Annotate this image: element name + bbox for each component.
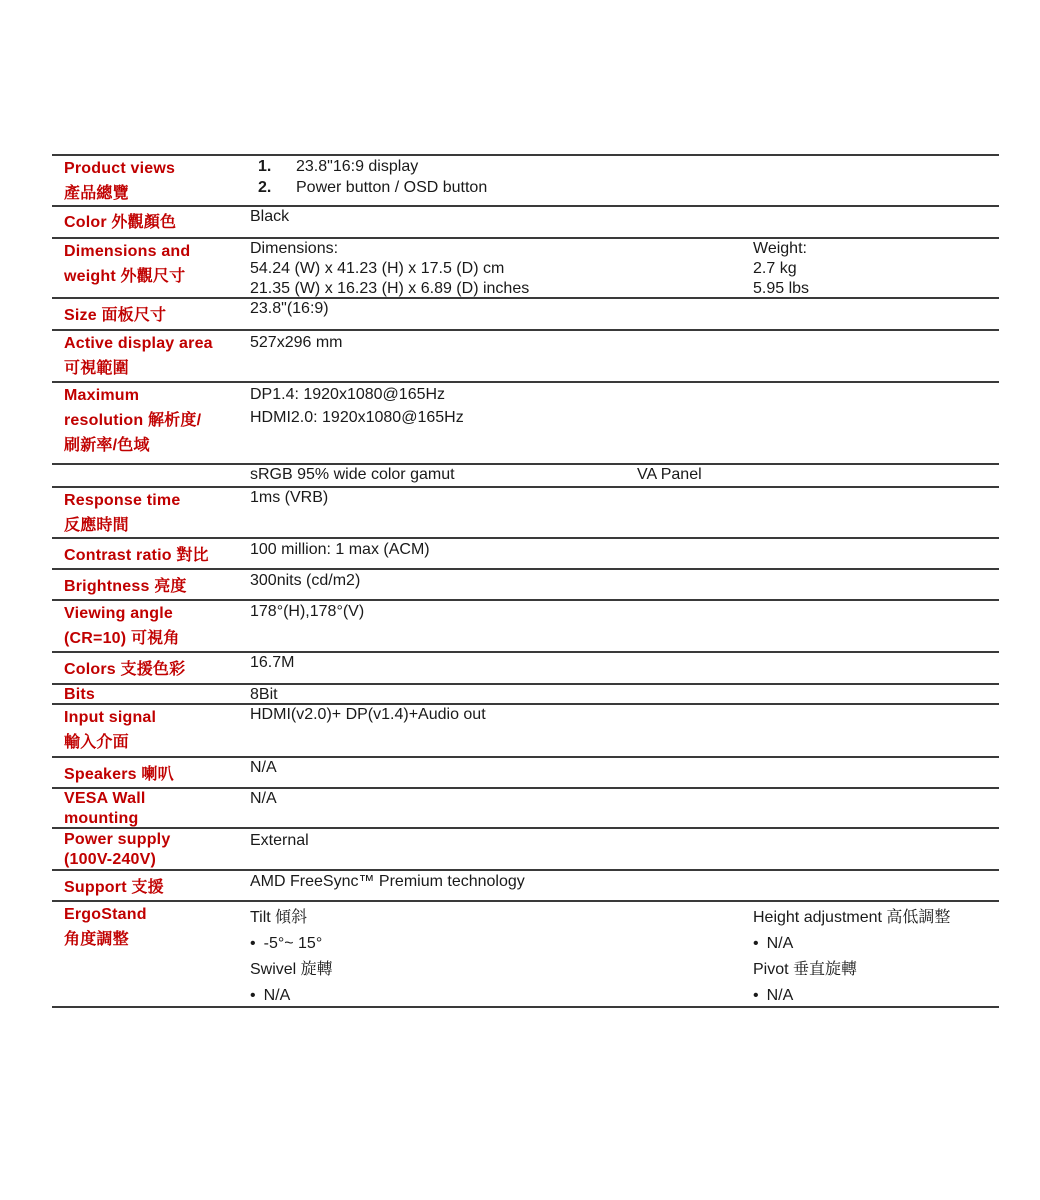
- value-size: 23.8"(16:9): [250, 300, 329, 317]
- pivot-title: Pivot 垂直旋轉: [753, 961, 858, 978]
- label-contrast: Contrast ratio 對比: [64, 547, 209, 564]
- value-weight: [753, 239, 809, 299]
- label-brightness: Brightness 亮度: [64, 578, 187, 595]
- row-power: [52, 827, 999, 869]
- height-title: Height adjustment 高低調整: [753, 909, 951, 926]
- value-brightness: 300nits (cd/m2): [250, 572, 361, 589]
- label-zh: 反應時間: [64, 517, 129, 534]
- dimensions-cm: 54.24 (W) x 41.23 (H) x 17.5 (D) cm: [250, 260, 505, 277]
- label-dimensions: [64, 239, 244, 289]
- label-en: Active display area: [64, 335, 213, 352]
- bullet-icon: [753, 987, 767, 1004]
- value-color: Black: [250, 208, 290, 225]
- label-line-1: VESA Wall: [64, 790, 146, 807]
- label-en: Product views: [64, 160, 176, 177]
- bullet-icon: [250, 935, 264, 952]
- row-size: [52, 297, 999, 329]
- dimensions-title: Dimensions:: [250, 240, 339, 257]
- item-text: 23.8"16:9 display: [296, 158, 419, 175]
- value-input-signal: HDMI(v2.0)+ DP(v1.4)+Audio out: [250, 706, 486, 723]
- label-bits: Bits: [64, 686, 96, 703]
- label-zh: 產品總覽: [64, 185, 129, 202]
- label-zh: (CR=10) 可視角: [64, 630, 180, 647]
- value-gamut: sRGB 95% wide color gamut: [250, 466, 455, 483]
- label-size: Size 面板尺寸: [64, 307, 167, 324]
- label-vesa: [64, 789, 244, 829]
- tilt-value-item: [250, 931, 333, 957]
- row-bits: [52, 683, 999, 703]
- value-ergostand-left: [250, 905, 333, 1009]
- row-ergostand: [52, 900, 999, 1008]
- row-gamut: [52, 463, 999, 486]
- tilt-value: -5°~ 15°: [263, 935, 323, 952]
- value-viewing-angle: 178°(H),178°(V): [250, 603, 365, 620]
- label-line-3: 刷新率/色域: [64, 437, 150, 454]
- list-item: [250, 156, 487, 177]
- tilt-title: Tilt 傾斜: [250, 909, 308, 926]
- label-response-time: [64, 488, 244, 538]
- row-colors: [52, 651, 999, 683]
- pivot-value-item: [753, 983, 950, 1009]
- swivel-value-item: [250, 983, 333, 1009]
- row-product-views: [52, 154, 999, 205]
- value-colors: 16.7M: [250, 654, 295, 671]
- value-vesa: N/A: [250, 790, 277, 807]
- row-input-signal: [52, 703, 999, 756]
- bullet-icon: [753, 935, 767, 952]
- value-max-resolution: [250, 383, 464, 429]
- value-product-views: [250, 156, 487, 198]
- label-zh: 可視範圍: [64, 360, 129, 377]
- row-viewing-angle: [52, 599, 999, 651]
- label-colors: Colors 支援色彩: [64, 661, 186, 678]
- item-number: 1.: [258, 158, 272, 175]
- row-max-resolution: [52, 381, 999, 463]
- label-line-2: resolution 解析度/: [64, 412, 202, 429]
- row-contrast: [52, 537, 999, 568]
- item-text: Power button / OSD button: [296, 179, 488, 196]
- list-item: [250, 177, 487, 198]
- label-max-resolution: [64, 383, 244, 458]
- swivel-title: Swivel 旋轉: [250, 961, 333, 978]
- label-line-1: Power supply: [64, 831, 171, 848]
- height-value-item: [753, 931, 950, 957]
- weight-kg: 2.7 kg: [753, 260, 797, 277]
- value-response-time: 1ms (VRB): [250, 489, 329, 506]
- label-power: [64, 830, 244, 870]
- value-bits: 8Bit: [250, 686, 278, 703]
- item-number: 2.: [258, 179, 272, 196]
- weight-title: Weight:: [753, 240, 807, 257]
- row-brightness: [52, 568, 999, 599]
- swivel-value: N/A: [263, 987, 291, 1004]
- row-response-time: [52, 486, 999, 537]
- weight-lbs: 5.95 lbs: [753, 280, 810, 297]
- label-speakers: Speakers 喇叭: [64, 766, 174, 783]
- row-vesa: [52, 787, 999, 827]
- label-support: Support 支援: [64, 879, 164, 896]
- value-ergostand-right: [753, 905, 950, 1009]
- label-line-2: (100V-240V): [64, 851, 157, 868]
- label-en: Viewing angle: [64, 605, 173, 622]
- value-speakers: N/A: [250, 759, 277, 776]
- bullet-icon: [250, 987, 264, 1004]
- row-dimensions: [52, 237, 999, 297]
- value-active-area: 527x296 mm: [250, 334, 343, 351]
- label-zh: weight 外觀尺寸: [64, 268, 186, 285]
- value-panel-type: VA Panel: [637, 466, 702, 483]
- resolution-hdmi: HDMI2.0: 1920x1080@165Hz: [250, 409, 464, 426]
- row-support: [52, 869, 999, 900]
- value-support: AMD FreeSync™ Premium technology: [250, 873, 525, 890]
- dimensions-inches: 21.35 (W) x 16.23 (H) x 6.89 (D) inches: [250, 280, 530, 297]
- row-color: [52, 205, 999, 237]
- label-active-area: [64, 331, 244, 381]
- resolution-dp: DP1.4: 1920x1080@165Hz: [250, 386, 446, 403]
- value-dimensions: [250, 239, 529, 299]
- label-zh: 輸入介面: [64, 734, 129, 751]
- value-power: External: [250, 832, 309, 849]
- label-line-1: Maximum: [64, 387, 140, 404]
- label-color: Color 外觀顏色: [64, 214, 177, 231]
- label-input-signal: [64, 705, 244, 755]
- pivot-value: N/A: [766, 987, 794, 1004]
- label-product-views: [64, 156, 244, 206]
- row-active-area: [52, 329, 999, 381]
- label-en: ErgoStand: [64, 906, 147, 923]
- label-en: Response time: [64, 492, 181, 509]
- label-line-2: mounting: [64, 810, 139, 827]
- label-en: Input signal: [64, 709, 157, 726]
- spec-table: [52, 154, 999, 1008]
- label-ergostand: [64, 902, 244, 952]
- label-en: Dimensions and: [64, 243, 191, 260]
- label-zh: 角度調整: [64, 931, 129, 948]
- height-value: N/A: [766, 935, 794, 952]
- row-speakers: [52, 756, 999, 787]
- value-contrast: 100 million: 1 max (ACM): [250, 541, 430, 558]
- label-viewing-angle: [64, 601, 244, 651]
